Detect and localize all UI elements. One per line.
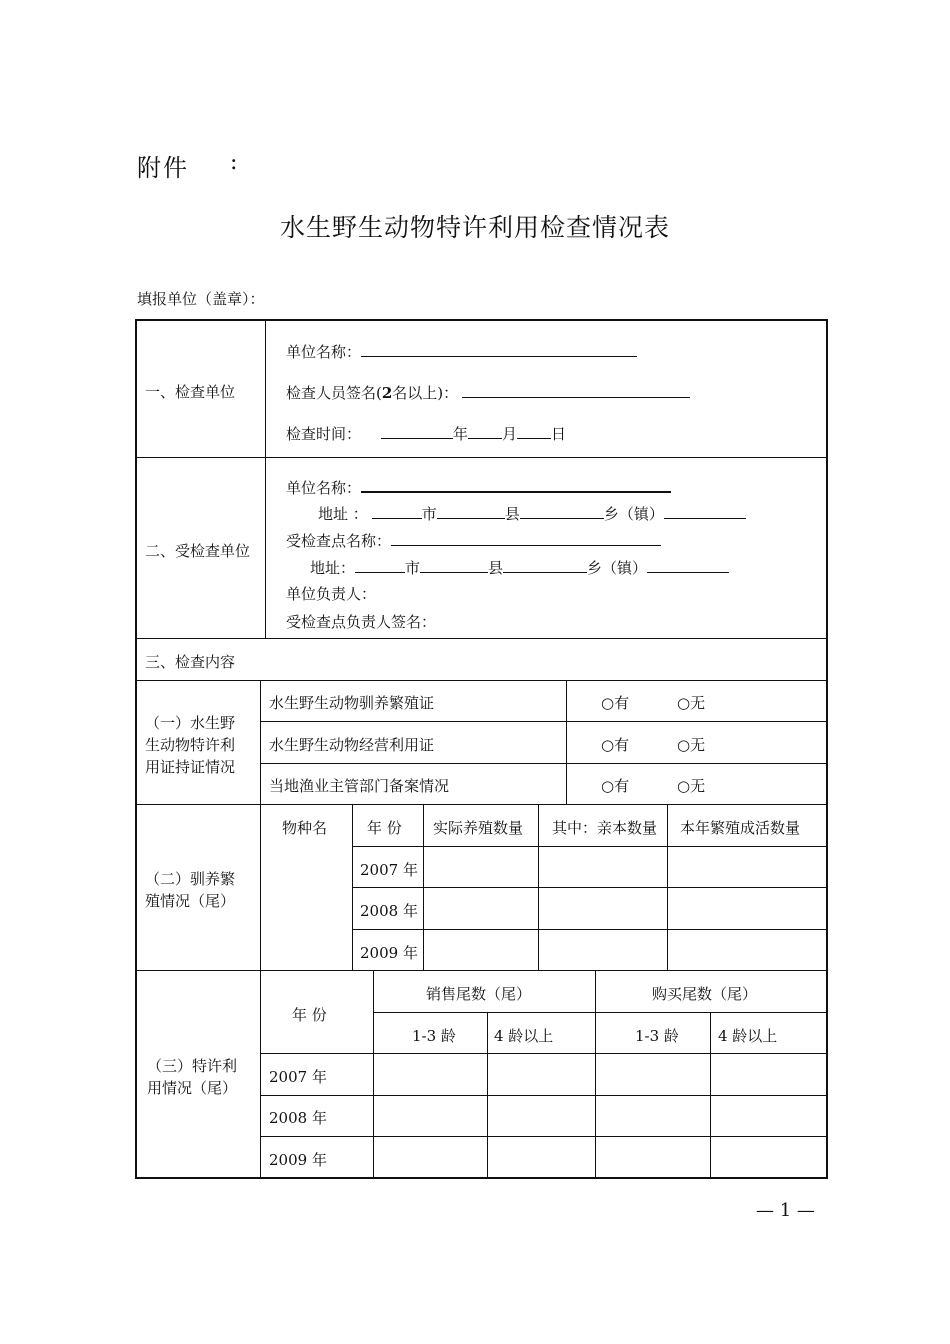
inspect-day-label: 日 (551, 425, 567, 443)
section2-label: 二、受检查单位 (145, 542, 251, 560)
unit-address-row (318, 502, 746, 524)
inspect-year-label: 年 (453, 425, 469, 443)
site-village-field[interactable] (647, 556, 729, 573)
inspector-sign-prefix: 检查人员签名( (286, 384, 382, 402)
usage-header-year: 年 份 (292, 1006, 327, 1024)
section2-unit-name-row (286, 475, 671, 498)
permit-row-name: 水生野生动物驯养繁殖证 (269, 694, 435, 712)
inspector-sign-suffix: 名以上)： (392, 384, 459, 402)
inspector-sign-count: 2 (381, 384, 393, 402)
site-city-field[interactable] (355, 556, 405, 573)
site-county-field[interactable] (420, 556, 488, 573)
usage-label-line2: 用情况（尾） (147, 1079, 238, 1097)
breeding-header-survived: 本年繁殖成活数量 (680, 819, 801, 837)
inspect-year-field[interactable] (381, 422, 453, 439)
inspect-time-row (286, 422, 566, 444)
inspect-month-label: 月 (502, 425, 518, 443)
unit-head-label: 单位负责人： (286, 585, 377, 603)
inspect-day-field[interactable] (517, 422, 551, 439)
attachment-label: 附件 (137, 154, 189, 182)
unit-city-label: 市 (421, 505, 437, 523)
usage-subheader: 4 龄以上 (494, 1027, 554, 1045)
breeding-header-parent: 其中：亲本数量 (552, 819, 658, 837)
unit-town-label: 乡（镇） (603, 505, 664, 523)
usage-subheader: 4 龄以上 (718, 1027, 778, 1045)
unit-address-label: 地址 ： (318, 505, 368, 523)
breeding-year-cell: 2008 年 (360, 902, 418, 920)
unit-county-field[interactable] (437, 502, 505, 519)
usage-year-cell: 2007 年 (269, 1068, 327, 1086)
permit-row-no-option[interactable]: ○无 (677, 777, 706, 795)
site-county-label: 县 (488, 559, 504, 577)
unit-village-field[interactable] (664, 502, 746, 519)
permits-label-line2: 生动物特许利 (145, 736, 236, 754)
permits-label-line3: 用证持证情况 (145, 758, 236, 776)
breeding-year-cell: 2009 年 (360, 944, 418, 962)
site-address-row (310, 556, 729, 578)
section3-label: 三、检查内容 (145, 653, 236, 671)
breeding-year-cell: 2007 年 (360, 861, 418, 879)
permit-row-no-option[interactable]: ○无 (677, 694, 706, 712)
inspector-sign-field[interactable] (462, 381, 690, 398)
permit-row-name: 当地渔业主管部门备案情况 (269, 777, 450, 795)
usage-year-cell: 2008 年 (269, 1109, 327, 1127)
permits-label-line1: （一）水生野 (145, 714, 236, 732)
unit-city-field[interactable] (372, 502, 422, 519)
usage-subheader: 1-3 龄 (412, 1027, 456, 1045)
breeding-header-species: 物种名 (282, 819, 328, 837)
page-title: 水生野生动物特许利用检查情况表 (279, 213, 670, 242)
site-city-label: 市 (405, 559, 421, 577)
section1-unit-name-row (286, 340, 637, 362)
section2-unit-name-field[interactable] (361, 475, 671, 493)
breeding-label-line1: （二）驯养繁 (145, 870, 236, 888)
permit-row-no-option[interactable]: ○无 (677, 736, 706, 754)
permit-row-name: 水生野生动物经营利用证 (269, 736, 435, 754)
permit-row-yes-option[interactable]: ○有 (601, 736, 630, 754)
site-name-field[interactable] (391, 529, 661, 546)
fill-unit-label: 填报单位（盖章）： (137, 290, 265, 308)
usage-year-cell: 2009 年 (269, 1151, 327, 1169)
inspect-month-field[interactable] (468, 422, 502, 439)
section1-label: 一、检查单位 (145, 383, 236, 401)
usage-header-sales: 销售尾数（尾） (426, 985, 532, 1003)
site-town-label: 乡（镇） (587, 559, 648, 577)
usage-label-line1: （三）特许利 (147, 1057, 238, 1075)
breeding-header-year: 年 份 (367, 819, 402, 837)
usage-subheader: 1-3 龄 (635, 1027, 679, 1045)
section1-unit-name-label: 单位名称： (286, 343, 362, 361)
section2-unit-name-label: 单位名称： (286, 479, 362, 497)
site-address-label: 地址： (310, 559, 356, 577)
breeding-label-line2: 殖情况（尾） (145, 892, 236, 910)
attachment-colon: : (230, 150, 238, 175)
site-head-sign-label: 受检查点负责人签名： (286, 613, 437, 631)
site-name-label: 受检查点名称： (286, 532, 392, 550)
usage-header-purchase: 购买尾数（尾） (652, 985, 758, 1003)
site-name-row (286, 529, 661, 551)
site-town-field[interactable] (503, 556, 587, 573)
breeding-header-actual: 实际养殖数量 (433, 819, 524, 837)
page-number: — 1 — (756, 1200, 815, 1221)
inspect-time-label: 检查时间： (286, 425, 362, 443)
permit-row-yes-option[interactable]: ○有 (601, 777, 630, 795)
section1-unit-name-field[interactable] (361, 340, 637, 357)
unit-town-field[interactable] (520, 502, 604, 519)
inspector-sign-row (286, 381, 690, 403)
permit-row-yes-option[interactable]: ○有 (601, 694, 630, 712)
unit-county-label: 县 (504, 505, 520, 523)
